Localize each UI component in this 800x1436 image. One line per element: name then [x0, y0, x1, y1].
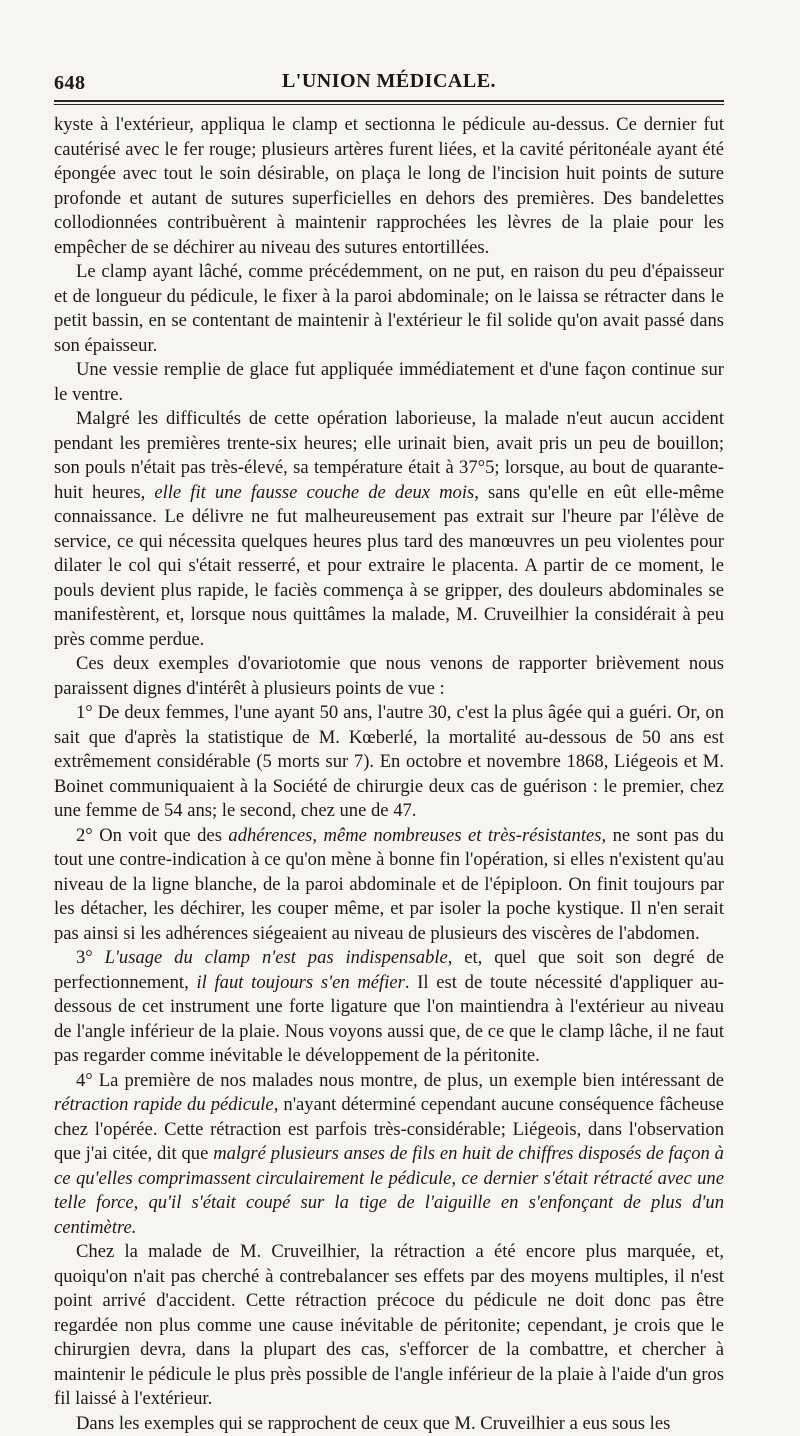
italic-text: il faut toujours s'en méfier: [196, 972, 404, 993]
text-segment: . Il est de toute nécessité d'appliquer au-dessous de cet instrument une forte ligature que l'on maintiendra à l'extérieur au niveau de l'angle inférieur de la plaie. Nous voyons aussi que, de ce que le clamp lâche, il ne faut pas regarder comme inévitable le développement de la péritonite.: [54, 972, 724, 1067]
text-segment: , n'ayant déterminé cependant aucune conséquence fâcheuse chez l'opérée. Cette rétraction est parfois très-considérable; Liégeois, dans l'observation que j'ai citée, dit que: [54, 1094, 724, 1164]
text-segment: Chez la malade de M. Cruveilhier, la rétraction a été encore plus marquée, et, quoiqu'on n'ait pas cherché à contrebalancer ses effets par des moyens multiples, il n'est point arrivé d'accident. Cette rétraction précoce du pédicule ne doit donc pas être regardée non plus comme une cause inévitable de péritonite; cependant, je crois que le chirurgien devra, dans la plupart des cas, s'efforcer de la combattre, et chercher à maintenir le pédicule le plus près possible de l'angle inférieur de la plaie à l'aide d'un gros fil laissé à l'extérieur.: [54, 1241, 724, 1409]
italic-text: malgré plusieurs anses de fils en huit de chiffres disposés de façon à ce qu'elles comprimassent circulairement le pédicule, ce dernier s'était rétracté avec une telle force, qu'il s'était coupé sur la tige de l'aiguille en s'enfonçant de plus d'un centimètre.: [54, 1143, 724, 1238]
paragraph: [54, 260, 724, 358]
text-segment: 3°: [76, 947, 105, 968]
paragraph: [54, 824, 724, 947]
paragraph: [54, 113, 724, 260]
text-segment: Une vessie remplie de glace fut appliquée immédiatement et d'une façon continue sur le ventre.: [54, 359, 724, 405]
journal-title: L'UNION MÉDICALE.: [54, 70, 724, 93]
header-rule: [54, 100, 724, 105]
paragraph: [54, 1240, 724, 1412]
text-segment: Le clamp ayant lâché, comme précédemment, on ne put, en raison du peu d'épaisseur et de longueur du pédicule, le fixer à la paroi abdominale; on le laissa se rétracter dans le petit bassin, en se contentant de maintenir à l'extérieur le fil solide qu'on avait passé dans son épaisseur.: [54, 261, 724, 356]
paragraph: [54, 946, 724, 1069]
text-segment: 1° De deux femmes, l'une ayant 50 ans, l'autre 30, c'est la plus âgée qui a guéri. Or, on sait que d'après la statistique de M. Kœberlé, la mortalité au-dessous de 50 ans est extrêmement considérable (5 morts sur 7). En octobre et novembre 1868, Liégeois et M. Boinet communiquaient à la Société de chirurgie deux cas de guérison : le premier, chez une femme de 54 ans; le second, chez une de 47.: [54, 702, 724, 821]
paragraph: [54, 1412, 724, 1436]
italic-text: L'usage du clamp n'est pas indispensable: [105, 947, 448, 968]
text-segment: , sans qu'elle en eût elle-même connaissance. Le délivre ne fut malheureusement pas extrait sur l'heure par l'élève de service, ce qui nécessita quelques heures plus tard des manœuvres un peu violentes pour dilater le col qui s'était resserré, et pour extraire le placenta. A partir de ce moment, le pouls devient plus rapide, le faciès commença à se gripper, des douleurs abdominales se manifestèrent, et, lorsque nous quittâmes la malade, M. Cruveilhier la considérait à peu près comme perdue.: [54, 482, 724, 650]
text-segment: ne sont pas du tout une contre-indication à ce qu'on mène à bonne fin l'opération, si elles n'existent qu'au niveau de la ligne blanche, de la paroi abdominale et de l'épiploon. On finit toujours par les détacher, les déchirer, les couper même, et par isoler la poche kystique. Il n'en serait pas ainsi si les adhérences siégeaient au niveau de plusieurs des viscères de l'abdomen.: [54, 825, 724, 944]
text-segment: Malgré les difficultés de cette opération laborieuse, la malade n'eut aucun accident pendant les premières trente-six heures; elle urinait bien, avait pris un peu de bouillon; son pouls n'était pas très-élevé, sa température était à 37°5; lorsque, au bout de quarante-huit heures,: [54, 408, 724, 503]
paragraph: [54, 407, 724, 652]
body-text: [54, 113, 724, 1436]
text-segment: 2° On voit que des: [76, 825, 228, 846]
paragraph: [54, 1069, 724, 1241]
paragraph: [54, 701, 724, 824]
text-segment: Dans les exemples qui se rapprochent de ceux que M. Cruveilhier a eus sous les: [76, 1413, 670, 1434]
page-number: 648: [54, 72, 86, 95]
text-segment: 4° La première de nos malades nous montre, de plus, un exemple bien intéressant de: [76, 1070, 724, 1091]
paragraph: [54, 358, 724, 407]
italic-text: adhérences, même nombreuses et très-résistantes,: [228, 825, 606, 846]
text-segment: kyste à l'extérieur, appliqua le clamp et sectionna le pédicule au-dessus. Ce dernier fut cautérisé avec le fer rouge; plusieurs artères furent liées, et la cavité péritonéale ayant été épongée avec tout le soin désirable, on plaça le long de l'incision huit points de suture profonde et autant de sutures superficielles en dehors des premières. Des bandelettes collodionnées contribuèrent à maintenir rapprochées les lèvres de la plaie pour les empêcher de se déchirer au niveau des sutures entortillées.: [54, 114, 724, 258]
text-segment: , et, quel que soit son degré de perfectionnement,: [54, 947, 724, 993]
italic-text: rétraction rapide du pédicule: [54, 1094, 274, 1115]
running-head: [54, 58, 724, 92]
italic-text: elle fit une fausse couche de deux mois: [154, 482, 474, 503]
paragraph: [54, 652, 724, 701]
text-segment: Ces deux exemples d'ovariotomie que nous venons de rapporter brièvement nous paraissent dignes d'intérêt à plusieurs points de vue :: [54, 653, 724, 699]
